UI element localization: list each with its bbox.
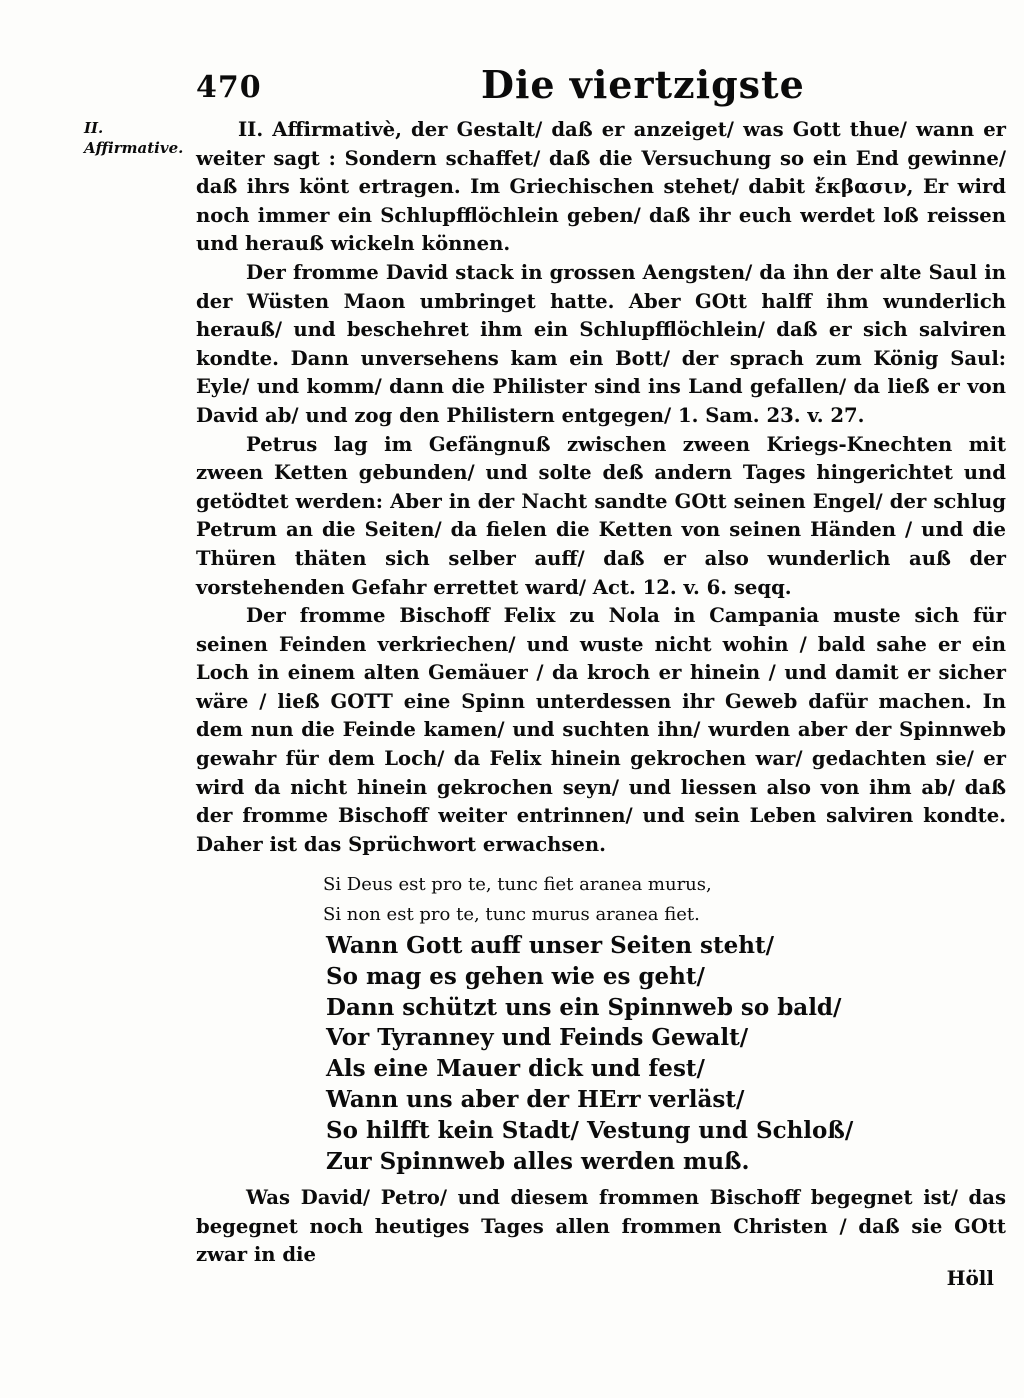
- margin-note: II. Affirmative.: [84, 119, 184, 157]
- verse-line: Als eine Mauer dick und fest/: [326, 1055, 705, 1083]
- verse-line: Vor Tyranney und Feinds Gewalt/: [326, 1024, 749, 1052]
- latin-verse-line: Si non est pro te, tunc murus aranea fiet.: [323, 904, 700, 925]
- verse-line: Wann Gott auff unser Seiten steht/: [326, 932, 775, 959]
- german-verse: [326, 931, 926, 1177]
- paragraph-affirmative: II. Affirmativè, der Gestalt/ daß er anzeiget/ was Gott thue/ wann er weiter sagt : Sondern schaffet/ daß die Versuchung so ein End gewinne/ daß ihrs könt ertragen. Im Griechischen stehet/ dabit ἔκβασιν, Er wird noch immer ein Schlupfflöchlein geben/ daß ihr euch werdet loß reissen und herauß wickeln können.: [196, 118, 1006, 256]
- verse-line: Wann uns aber der HErr verläst/: [326, 1085, 745, 1113]
- closing-text: [196, 1184, 1006, 1270]
- paragraph-closing: Was David/ Petro/ und diesem frommen Bischoff begegnet ist/ das begegnet noch heutiges Tages allen frommen Christen / daß sie GOtt zwar in die: [196, 1186, 1006, 1267]
- verse-line: So hilfft kein Stadt/ Vestung und Schloß/: [326, 1116, 854, 1144]
- verse-line: Zur Spinnweb alles werden muß.: [326, 1147, 750, 1175]
- running-head: Die viertzigste: [481, 62, 805, 107]
- latin-verse: [323, 870, 923, 930]
- body-text: [196, 116, 1006, 859]
- latin-verse-line: Si Deus est pro te, tunc fiet aranea murus,: [323, 874, 712, 895]
- page-number: 470: [196, 70, 262, 105]
- paragraph-felix: Der fromme Bischoff Felix zu Nola in Campania muste sich für seinen Feinden verkriechen/ und wuste nicht wohin / bald sahe er ein Loch in einem alten Gemäuer / da kroch er hinein / und damit er sicher wäre / ließ GOTT eine Spinn unterdessen ihr Geweb dafür machen. In dem nun die Feinde kamen/ und suchten ihn/ wurden aber der Spinnweb gewahr für dem Loch/ da Felix hinein gekrochen war/ gedachten sie/ er wird da nicht hinein gekrochen seyn/ und liessen also von ihm ab/ daß der fromme Bischoff weiter entrinnen/ und sein Leben salviren kondte. Daher ist das Sprüchwort erwachsen.: [196, 604, 1006, 856]
- page-header: [196, 62, 996, 112]
- verse-line: Dann schützt uns ein Spinnweb so bald/: [326, 993, 842, 1021]
- verse-line: So mag es gehen wie es geht/: [326, 962, 705, 990]
- paragraph-petrus: Petrus lag im Gefängnuß zwischen zween Kriegs-Knechten mit zween Ketten gebunden/ und solte deß andern Tages hingerichtet und getödtet werden: Aber in der Nacht sandte GOtt seinen Engel/ der schlug Petrum an die Seiten/ da fielen die Ketten von seinen Händen / und die Thüren thäten sich selber auff/ daß er also wunderlich auß der vorstehenden Gefahr errettet ward/ Act. 12. v. 6. seqq.: [196, 432, 1006, 599]
- catchword: Höll: [946, 1266, 994, 1290]
- paragraph-david: Der fromme David stack in grossen Aengsten/ da ihn der alte Saul in der Wüsten Maon umbringet hatte. Aber GOtt halff ihm wunderlich herauß/ und beschehret ihm ein Schlupfflöchlein/ daß er sich salviren kondte. Dann unversehens kam ein Bott/ der sprach zum König Saul: Eyle/ und komm/ dann die Philister sind ins Land gefallen/ da ließ er von David ab/ und zog den Philistern entgegen/ 1. Sam. 23. v. 27.: [196, 260, 1006, 427]
